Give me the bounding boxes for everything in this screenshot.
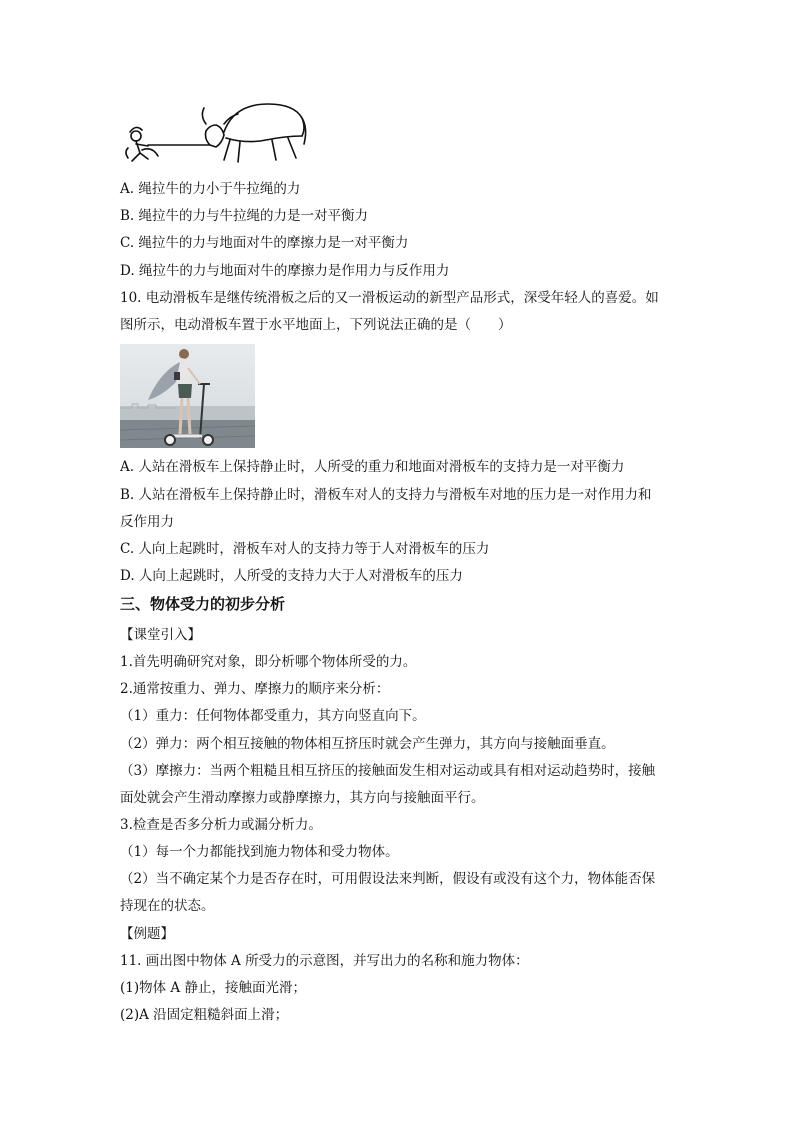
intro-line-8: （1）每一个力都能找到施力物体和受力物体。: [120, 844, 399, 860]
intro-line-2: 2.通常按重力、弹力、摩擦力的顺序来分析：: [120, 681, 390, 697]
intro-line-10: 持现在的状态。: [120, 898, 215, 914]
intro-line-7: 3.检查是否多分析力或漏分析力。: [120, 817, 322, 833]
intro-line-4: （2）弹力：两个相互接触的物体相互挤压时就会产生弹力，其方向与接触面垂直。: [120, 736, 615, 752]
example-label: 【例题】: [120, 926, 174, 942]
scooter-photo: [120, 344, 255, 448]
q11-stem: 11. 画出图中物体 A 所受力的示意图，并写出力的名称和施力物体：: [120, 953, 529, 969]
intro-line-3: （1）重力：任何物体都受重力，其方向竖直向下。: [120, 708, 426, 724]
q10-stem-line1: 10. 电动滑板车是继传统滑板之后的又一滑板运动的新型产品形式，深受年轻人的喜爱。如: [120, 290, 659, 306]
q10-option-c: C. 人向上起跳时，滑板车对人的支持力等于人对滑板车的压力: [120, 541, 490, 557]
intro-line-6: 面处就会产生滑动摩擦力或静摩擦力，其方向与接触面平行。: [120, 790, 485, 806]
intro-line-5: （3）摩擦力：当两个粗糙且相互挤压的接触面发生相对运动或具有相对运动趋势时，接触: [120, 763, 656, 779]
q10-option-b: B. 人站在滑板车上保持静止时，滑板车对人的支持力与滑板车对地的压力是一对作用力和: [120, 487, 652, 503]
q11-part-2: (2)A 沿固定粗糙斜面上滑；: [120, 1007, 289, 1023]
intro-label: 【课堂引入】: [120, 627, 201, 643]
intro-line-9: （2）当不确定某个力是否存在时，可用假设法来判断，假设有或没有这个力，物体能否保: [120, 871, 656, 887]
q10-stem-line2: 图所示，电动滑板车置于水平地面上，下列说法正确的是（ ）: [120, 317, 512, 333]
ox-pulling-illustration: [122, 98, 308, 170]
q9-option-d: D. 绳拉牛的力与地面对牛的摩擦力是作用力与反作用力: [120, 263, 450, 279]
intro-line-1: 1.首先明确研究对象，即分析哪个物体所受的力。: [120, 654, 417, 670]
q10-option-a: A. 人站在滑板车上保持静止时，人所受的重力和地面对滑板车的支持力是一对平衡力: [120, 459, 625, 475]
q9-option-a: A. 绳拉牛的力小于牛拉绳的力: [120, 181, 301, 197]
q9-option-c: C. 绳拉牛的力与地面对牛的摩擦力是一对平衡力: [120, 235, 409, 251]
q10-option-b-cont: 反作用力: [120, 514, 174, 530]
q9-option-b: B. 绳拉牛的力与牛拉绳的力是一对平衡力: [120, 208, 369, 224]
q11-part-1: (1)物体 A 静止，接触面光滑；: [120, 980, 306, 996]
q10-option-d: D. 人向上起跳时，人所受的支持力大于人对滑板车的压力: [120, 568, 463, 584]
section-3-title: 三、物体受力的初步分析: [120, 595, 286, 613]
